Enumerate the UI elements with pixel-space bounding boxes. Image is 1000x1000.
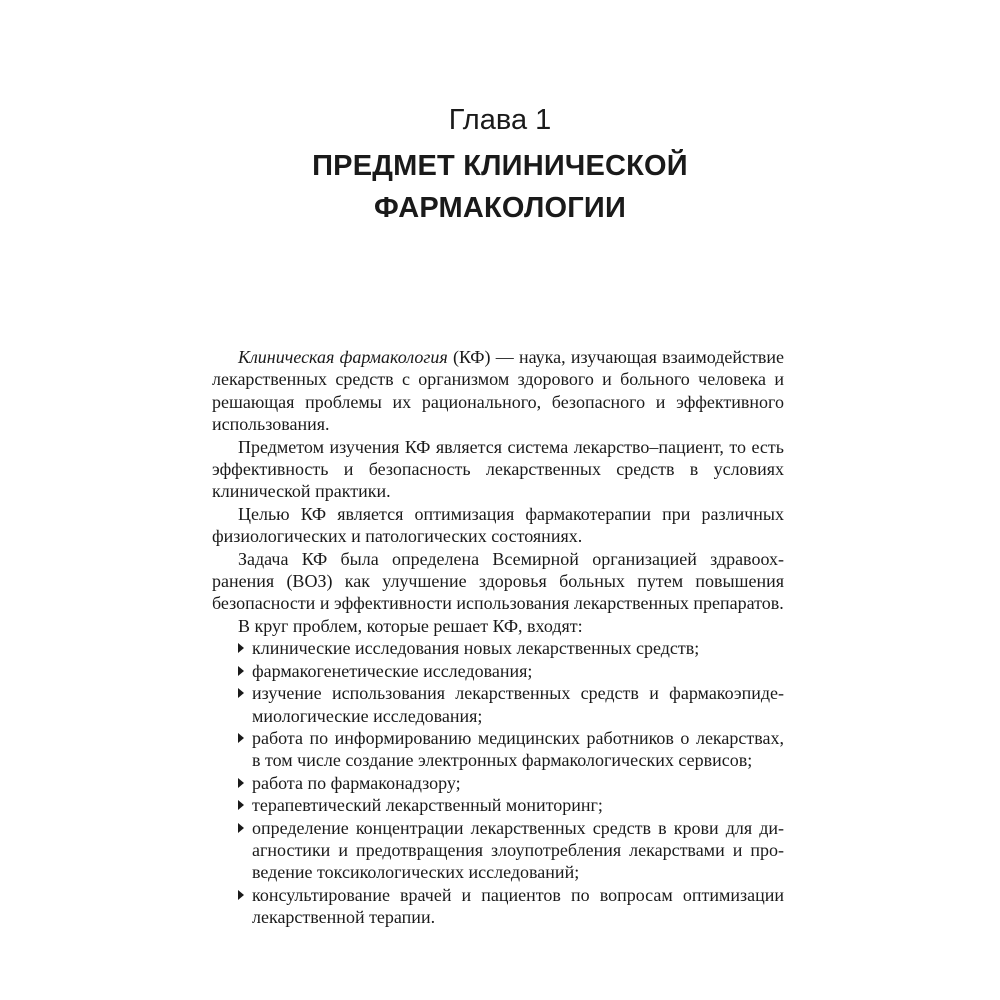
triangle-bullet-icon	[238, 890, 244, 900]
term-clinical-pharmacology: Клиническая фармакология	[238, 347, 448, 367]
list-item-text: работа по информированию медицинских работников о лекарствах, в том числе создание электронных фармакологических сервисов;	[252, 727, 784, 771]
list-item	[212, 727, 784, 772]
body-text	[212, 346, 784, 929]
paragraph-goal: Целью КФ является оптимизация фармакотерапии при различных физиологических и патологических состояниях.	[212, 503, 784, 547]
chapter-title	[0, 145, 1000, 229]
list-item	[212, 682, 784, 727]
triangle-bullet-icon	[238, 823, 244, 833]
chapter-label: Глава 1	[448, 104, 552, 136]
list-item-text: работа по фармаконадзору;	[252, 772, 461, 793]
list-item-text: изучение использования лекарственных средств и фармакоэпидемиологические исследования;	[252, 683, 784, 726]
list-item-text: терапевтический лекарственный мониторинг;	[252, 795, 603, 816]
triangle-bullet-icon	[238, 733, 244, 743]
paragraph-task: Задача КФ была определена Всемирной организацией здравоохранения (ВОЗ) как улучшение здоровья больных путем повышения безопасности и эффективности использования лекарственных препаратов.	[212, 548, 784, 614]
paragraph-problems-intro: В круг проблем, которые решает КФ, входят:	[238, 615, 583, 636]
triangle-bullet-icon	[238, 778, 244, 788]
triangle-bullet-icon	[238, 666, 244, 676]
list-item	[212, 884, 784, 929]
list-item	[212, 660, 784, 682]
list-item-text: консультирование врачей и пациентов по вопросам оптимизации лекарственной терапии.	[252, 884, 784, 928]
chapter-title-line-2: ФАРМАКОЛОГИИ	[373, 192, 626, 224]
list-item-text: фармакогенетические исследования;	[252, 660, 533, 681]
list-item	[212, 637, 784, 659]
definition-text: (КФ) — наука, изучающая взаимодействие лекарственных средств с организмом здорового и больного человека и решающая проблемы их рационального, безопасного и эффективного использования.	[212, 347, 785, 435]
list-item-text: определение концентрации лекарственных средств в крови для диагностики и предотвращения злоупотребления лекарствами и проведение токсикологических исследований;	[252, 817, 784, 883]
triangle-bullet-icon	[238, 643, 244, 653]
triangle-bullet-icon	[238, 800, 244, 810]
paragraph-subject: Предметом изучения КФ является система лекарство–пациент, то есть эффективность и безопасность лекарственных средств в условиях клинической практики.	[212, 436, 784, 502]
problems-list	[212, 637, 784, 928]
list-item	[212, 817, 784, 884]
list-item-text: клинические исследования новых лекарственных средств;	[252, 638, 700, 659]
list-item	[212, 794, 784, 816]
list-item	[212, 772, 784, 794]
triangle-bullet-icon	[238, 688, 244, 698]
paragraph-definition	[212, 346, 784, 436]
chapter-title-line-1: ПРЕДМЕТ КЛИНИЧЕСКОЙ	[312, 150, 688, 182]
